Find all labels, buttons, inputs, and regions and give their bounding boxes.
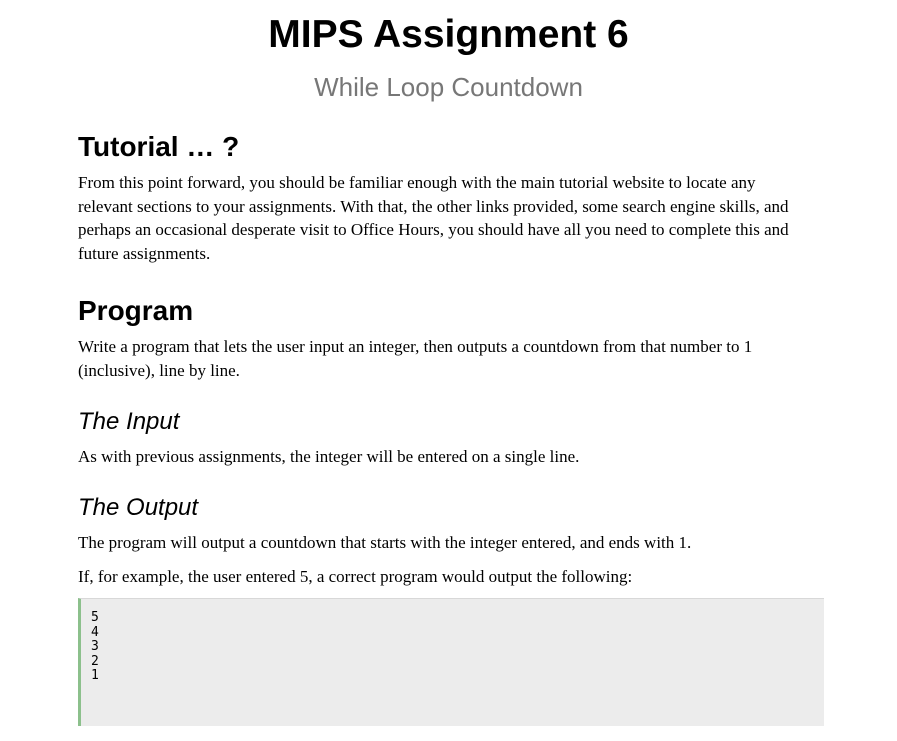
code-lines	[91, 611, 99, 684]
page-subtitle: While Loop Countdown	[314, 72, 583, 102]
tutorial-heading: Tutorial … ?	[78, 131, 240, 162]
output-heading: The Output	[78, 494, 199, 521]
code-line: 2	[91, 653, 99, 669]
input-heading: The Input	[78, 408, 180, 435]
output-paragraph-2: If, for example, the user entered 5, a correct program would output the following:	[78, 567, 633, 586]
code-line: 3	[91, 639, 99, 654]
tutorial-paragraph: From this point forward, you should be familiar enough with the main tutorial website to locate any relevant sections to your assignments. With that, the other links provided, some search engine skills, and perhaps an occasional desperate visit to Office Hours, you should have all you need to complete this and future assignments.	[78, 173, 789, 263]
code-example-block	[78, 598, 824, 726]
code-line: 1	[91, 668, 99, 683]
code-line: 5	[91, 610, 99, 625]
input-paragraph: As with previous assignments, the integer will be entered on a single line.	[78, 447, 580, 466]
program-paragraph: Write a program that lets the user input an integer, then outputs a countdown from that number to 1 (inclusive), line by line.	[78, 337, 753, 380]
code-line: 4	[91, 624, 99, 640]
program-heading: Program	[78, 295, 194, 326]
page-title: MIPS Assignment 6	[268, 13, 629, 56]
output-paragraph-1: The program will output a countdown that starts with the integer entered, and ends with 1.	[78, 533, 692, 552]
